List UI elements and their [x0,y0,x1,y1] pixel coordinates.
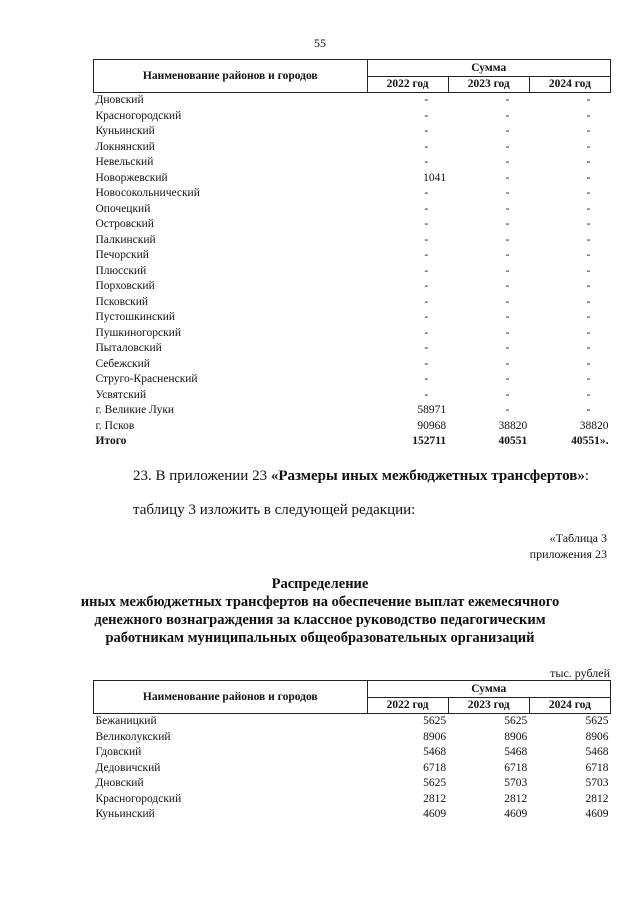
district-name: Себежский [95,357,150,370]
value-2023: - [505,233,510,246]
table-row [94,372,611,388]
table-row [94,248,611,264]
value-2023: - [505,125,510,137]
value-2024: - [586,171,591,184]
total-row [94,434,611,450]
table-row [94,140,611,156]
table-row [94,202,611,218]
table-row [94,807,611,823]
value-2022: 4609 [423,808,447,820]
total-2023: 40551 [498,435,528,447]
value-2022: - [424,342,429,354]
page-number: 55 [314,36,326,50]
value-2023: - [505,156,510,168]
table-row [94,279,611,295]
value-2022: - [424,140,429,153]
table-row [94,761,611,777]
value-2024: 4609 [585,808,609,820]
district-name: Новосокольнический [95,187,200,199]
table-heading [60,575,580,647]
units-label: тыс. рублей [550,666,610,680]
table-row [94,109,611,125]
paragraph-23-prefix: 23. В приложении 23 [133,468,271,484]
value-2024: - [586,94,591,106]
value-2022: - [424,295,429,308]
value-2024: 2812 [585,792,609,805]
value-2024: - [586,249,591,261]
value-2023: - [505,295,510,308]
district-name: Островский [95,218,154,230]
value-2022: - [424,373,429,385]
district-name: Плюсский [95,264,147,277]
value-2024: - [586,326,591,339]
table-row [94,186,611,202]
value-2023: 5703 [504,777,528,789]
value-2022: - [424,388,429,401]
table-row [94,124,611,140]
value-2022: 6718 [423,761,447,774]
district-name: Струго-Красненский [95,373,198,385]
value-2023: - [505,404,510,416]
district-name: г. Великие Луки [95,404,175,416]
district-name: Красногородский [95,792,182,805]
table-row [94,403,611,419]
value-2022: 5625 [423,777,447,789]
table-row [94,357,611,373]
table-row [94,233,611,249]
value-2023: 5625 [504,715,528,727]
value-2024: 5703 [585,777,609,789]
district-name: Палкинский [95,233,156,246]
district-name: г. Псков [95,419,135,432]
district-name: Псковский [95,295,149,308]
value-2023: 6718 [504,761,528,774]
value-2023: - [505,94,510,106]
table-row [94,217,611,233]
district-name: Невельский [95,156,154,168]
value-2024: - [586,311,591,323]
value-2022: 58971 [417,404,447,416]
value-2022: - [424,249,429,261]
column-header-2024: 2024 год [529,76,610,93]
value-2022: - [424,264,429,277]
value-2023: - [505,373,510,385]
value-2024: - [586,125,591,137]
paragraph-23 [133,468,640,485]
total-label: Итого [95,435,127,447]
column-header-sum: Сумма [367,681,610,698]
value-2022: 1041 [423,171,447,184]
value-2024: - [586,233,591,246]
value-2024: - [586,357,591,370]
value-2023: - [505,388,510,401]
column-header-2023: 2023 год [448,697,529,714]
heading-line: иных межбюджетных трансфертов на обеспечение выплат ежемесячного [80,594,560,610]
column-header-name: Наименование районов и городов [94,681,368,714]
district-name: Новоржевский [95,171,168,184]
value-2023: - [505,140,510,153]
transfers-table-continued [93,59,611,450]
value-2024: - [586,373,591,385]
district-name: Куньинский [95,125,155,137]
value-2023: 4609 [504,808,528,820]
district-name: Гдовский [95,746,142,758]
table-body [94,714,611,823]
table-row [94,310,611,326]
paragraph-23-title: «Размеры иных межбюджетных трансфертов» [270,468,585,484]
table-row [94,326,611,342]
value-2024: - [586,218,591,230]
value-2022: 90968 [417,419,447,432]
district-name: Порховский [95,280,155,292]
value-2024: 5468 [585,746,609,758]
value-2024: - [586,156,591,168]
value-2022: - [424,311,429,323]
total-2024: 40551». [571,435,609,447]
value-2024: - [586,187,591,199]
column-header-name: Наименование районов и городов [94,60,368,93]
total-2022: 152711 [412,435,447,447]
district-name: Дновский [95,777,144,789]
paragraph-23-suffix: : [584,468,590,484]
value-2024: - [586,404,591,416]
district-name: Усвятский [95,388,147,401]
district-name: Куньинский [95,808,155,820]
value-2024: - [586,295,591,308]
district-name: Локнянский [95,140,155,153]
value-2023: 2812 [504,792,528,805]
column-header-2022: 2022 год [367,76,448,93]
value-2022: 5468 [423,746,447,758]
value-2024: 8906 [585,730,609,743]
transfers-table-3 [93,680,611,823]
value-2023: - [505,249,510,261]
table-reference-line: приложения 23 [529,547,607,561]
value-2023: - [505,218,510,230]
value-2022: - [424,233,429,246]
district-name: Опочецкий [95,202,151,215]
value-2024: - [586,140,591,153]
table-reference-line: «Таблица 3 [549,531,607,545]
table-row [94,745,611,761]
table-row [94,155,611,171]
table-row [94,295,611,311]
table-row [94,93,611,109]
value-2023: - [505,357,510,370]
value-2024: - [586,202,591,215]
district-name: Дновский [95,94,144,106]
value-2022: 2812 [423,792,447,805]
table-row [94,792,611,808]
heading-line: работникам муниципальных общеобразовательных организаций [105,630,535,646]
table-row [94,341,611,357]
table-row [94,171,611,187]
district-name: Бежаницкий [95,715,157,727]
district-name: Пушкиногорский [95,326,181,339]
value-2023: - [505,202,510,215]
value-2022: 8906 [423,730,447,743]
value-2022: - [424,326,429,339]
value-2022: - [424,109,429,122]
value-2022: - [424,187,429,199]
heading-line: Распределение [271,576,369,592]
value-2023: - [505,264,510,277]
value-2022: - [424,202,429,215]
column-header-2024: 2024 год [529,697,610,714]
column-header-2022: 2022 год [367,697,448,714]
value-2023: - [505,171,510,184]
value-2022: 5625 [423,715,447,727]
value-2024: - [586,342,591,354]
table-row [94,264,611,280]
value-2024: - [586,280,591,292]
paragraph-table-instruction: таблицу 3 изложить в следующей редакции: [133,502,416,518]
value-2023: - [505,326,510,339]
district-name: Печорский [95,249,149,261]
district-name: Дедовичский [95,761,161,774]
value-2024: - [586,388,591,401]
table-reference [530,530,607,562]
value-2022: - [424,280,429,292]
value-2024: 38820 [579,419,609,432]
value-2024: 5625 [585,715,609,727]
value-2023: - [505,342,510,354]
value-2024: 6718 [585,761,609,774]
value-2023: - [505,187,510,199]
value-2024: - [586,109,591,122]
column-header-sum: Сумма [367,60,610,77]
value-2023: 8906 [504,730,528,743]
column-header-2023: 2023 год [448,76,529,93]
value-2023: 38820 [498,419,528,432]
value-2022: - [424,357,429,370]
table-row [94,388,611,404]
district-name: Пыталовский [95,342,162,354]
value-2023: - [505,311,510,323]
table-row [94,714,611,730]
district-name: Пустошкинский [95,311,176,323]
district-name: Великолукский [95,730,171,743]
table-row [94,419,611,435]
value-2024: - [586,264,591,277]
value-2022: - [424,94,429,106]
table-row [94,776,611,792]
table-body [94,93,611,435]
value-2022: - [424,125,429,137]
district-name: Красногородский [95,109,182,122]
table-row [94,730,611,746]
value-2023: 5468 [504,746,528,758]
value-2023: - [505,280,510,292]
value-2022: - [424,218,429,230]
value-2022: - [424,156,429,168]
heading-line: денежного вознаграждения за классное руководство педагогическим [94,612,546,628]
value-2023: - [505,109,510,122]
